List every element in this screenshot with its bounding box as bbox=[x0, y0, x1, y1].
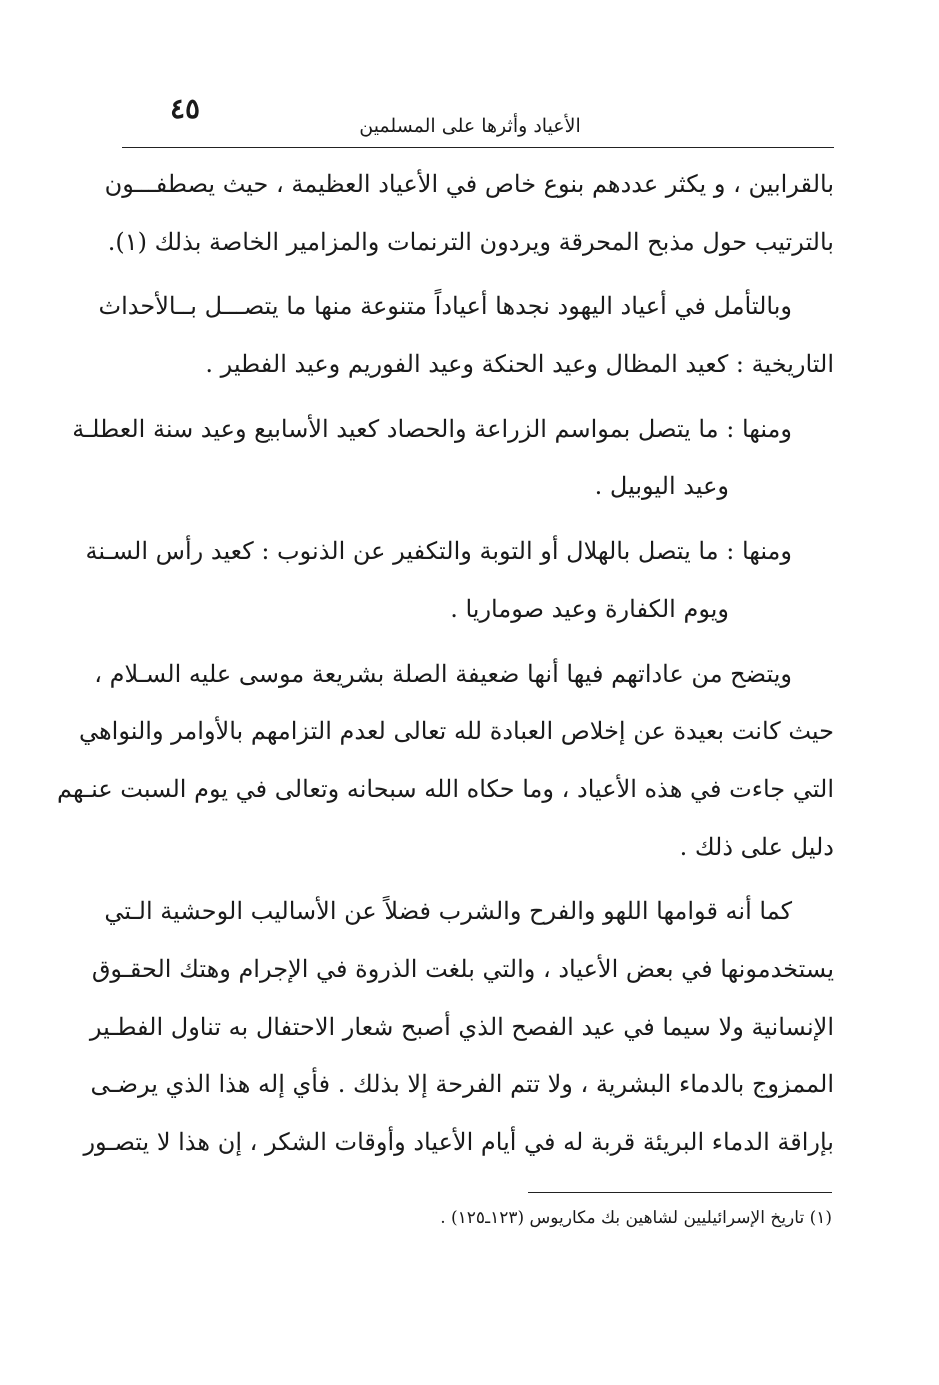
body-line: التاريخية : كعيد المظال وعيد الحنكة وعيد الفوريم وعيد الفطير . bbox=[205, 350, 834, 379]
body-line: بإراقة الدماء البريئة قربة له في أيام الأعياد وأوقات الشكر ، إن هذا لا يتصـور bbox=[83, 1128, 834, 1156]
header-divider bbox=[122, 147, 834, 148]
body-line: بالقرابين ، و يكثر عددهم بنوع خاص في الأعياد العظيمة ، حيث يصطفـــون bbox=[104, 170, 834, 198]
body-line: دليل على ذلك . bbox=[679, 832, 834, 861]
body-text bbox=[57, 156, 834, 1172]
body-line: حيث كانت بعيدة عن إخلاص العبادة لله تعالى لعدم التزامهم بالأوامر والنواهي bbox=[79, 717, 834, 746]
paragraph-start-line: ويتضح من عاداتهم فيها أنها ضعيفة الصلة بشريعة موسى عليه السـلام ، bbox=[94, 659, 792, 688]
paragraph-start-line: ومنها : ما يتصل بمواسم الزراعة والحصاد كعيد الأسابيع وعيد سنة العطلـة bbox=[72, 414, 792, 443]
body-line: الإنسانية ولا سيما في عيد الفصح الذي أصبح شعار الاحتفال به تناول الفطـير bbox=[89, 1012, 834, 1041]
paragraph-start-line: كما أنه قوامها اللهو والفرح والشرب فضلاً عن الأساليب الوحشية الـتي bbox=[104, 897, 792, 926]
body-line: التي جاءت في هذه الأعياد ، وما حكاه الله سبحانه وتعالى في يوم السبت عنـهم bbox=[57, 774, 834, 803]
body-line: وعيد اليوبيل . bbox=[594, 472, 729, 501]
body-line: ويوم الكفارة وعيد صوماريا . bbox=[450, 594, 729, 623]
body-line: الممزوج بالدماء البشرية ، ولا تتم الفرحة إلا بذلك . فأي إله هذا الذي يرضـى bbox=[90, 1070, 834, 1099]
running-title: الأعياد وأثرها على المسلمين bbox=[359, 115, 581, 137]
page-number: ٤٥ bbox=[170, 92, 201, 125]
footnote-divider bbox=[528, 1192, 832, 1193]
body-line: بالترتيب حول مذبح المحرقة ويردون الترنمات والمزامير الخاصة بذلك (١). bbox=[107, 227, 834, 256]
body-line: يستخدمونها في بعض الأعياد ، والتي بلغت الذروة في الإجرام وهتك الحقـوق bbox=[91, 954, 834, 983]
paragraph-start-line: ومنها : ما يتصل بالهلال أو التوبة والتكفير عن الذنوب : كعيد رأس السـنة bbox=[85, 537, 792, 566]
paragraph-start-line: وبالتأمل في أعياد اليهود نجدها أعياداً متنوعة منها ما يتصـــل بــالأحداث bbox=[98, 292, 792, 321]
footnote: (١) تاريخ الإسرائيليين لشاهين بك مكاريوس (١٢٣ـ١٢٥) . bbox=[440, 1208, 832, 1228]
